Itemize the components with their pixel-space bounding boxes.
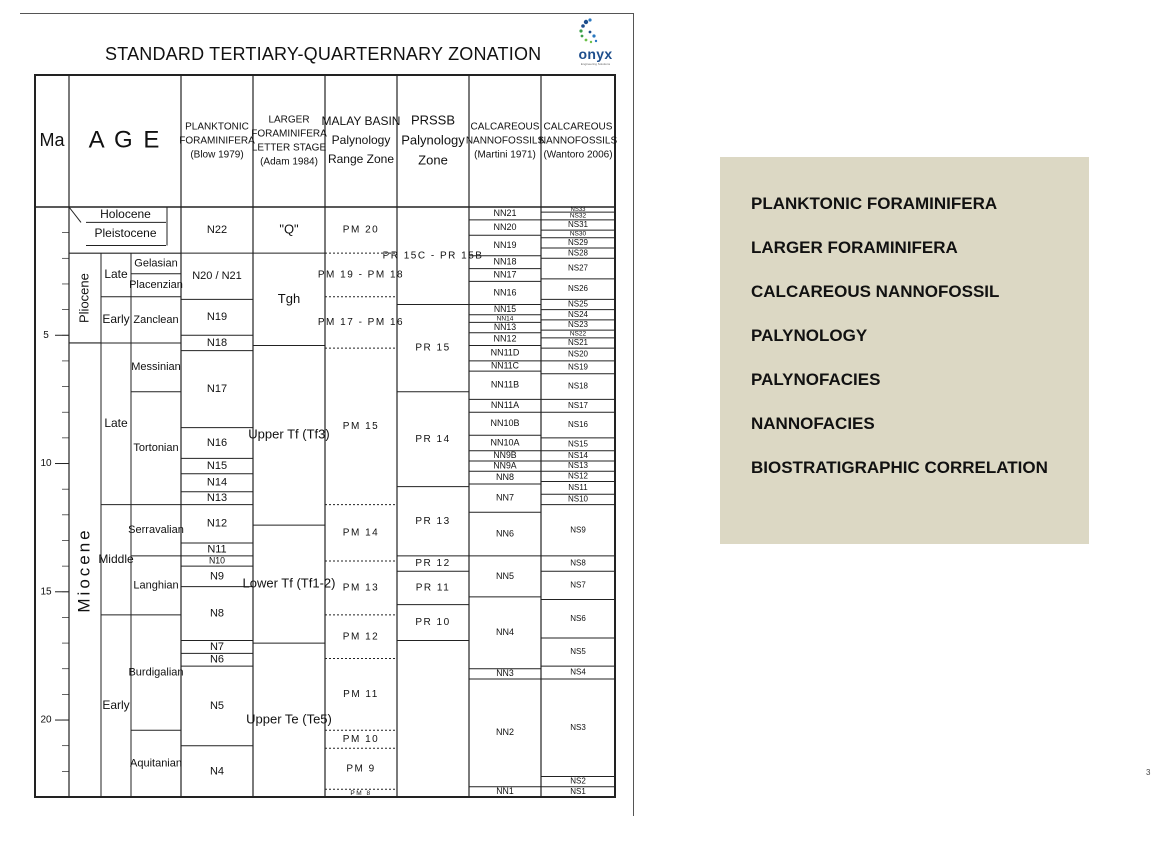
prssb-zone-label: PR 15C - PR 15B: [382, 250, 484, 262]
martini-zone-label: NN16: [493, 287, 517, 298]
topics-panel: [720, 157, 1089, 544]
planktonic-zone-label: N19: [206, 311, 228, 324]
martini-zone-label: NN18: [493, 256, 517, 267]
malay-zone-label: PM 19 - PM 18: [317, 269, 405, 281]
ma-tick-label: 10: [40, 458, 52, 470]
stage-label: Placenzian: [129, 279, 183, 292]
header-nannofossils-wantoro-line: NANNOFOSSILS: [538, 135, 618, 147]
malay-zone-label: PM 13: [342, 582, 380, 594]
stage-label: Burdigalian: [128, 666, 184, 679]
topic-calcareous-nannofossil: CALCAREOUS NANNOFOSSIL: [751, 282, 1000, 301]
wantoro-zone-label: NS4: [570, 667, 586, 677]
ma-tick-label: 20: [40, 714, 52, 726]
wantoro-zone-label: NS28: [567, 248, 589, 258]
wantoro-zone-label: NS23: [567, 320, 589, 330]
larger-foram-zone-label: "Q": [279, 221, 299, 237]
malay-zone-label: PM 10: [342, 733, 380, 745]
prssb-zone-label: PR 12: [415, 558, 451, 570]
planktonic-zone-label: N15: [206, 459, 228, 472]
header-planktonic-line: (Blow 1979): [190, 149, 244, 161]
martini-zone-label: NN10A: [490, 437, 520, 448]
martini-zone-label: NN5: [495, 570, 515, 581]
stage-label: Tortonian: [133, 442, 179, 455]
wantoro-zone-label: NS6: [570, 613, 586, 623]
wantoro-zone-label: NS5: [570, 647, 586, 657]
martini-zone-label: NN13: [493, 321, 517, 332]
wantoro-zone-label: NS19: [567, 362, 589, 372]
wantoro-zone-label: NS1: [570, 786, 586, 796]
header-larger-foram-line: LARGER: [268, 114, 310, 126]
prssb-zone-label: PR 14: [415, 433, 451, 445]
page-mark: 3: [1146, 768, 1151, 777]
wantoro-zone-label: NS9: [570, 525, 586, 535]
wantoro-zone-label: NS12: [567, 471, 589, 481]
martini-zone-label: NN15: [493, 303, 517, 314]
header-ma: Ma: [39, 129, 65, 150]
subseries-label: Early: [102, 698, 130, 713]
header-malay-basin-line: MALAY BASIN: [321, 114, 401, 129]
prssb-zone-label: PR 15: [415, 342, 451, 354]
planktonic-zone-label: N9: [209, 570, 225, 583]
stage-label: Aquitanian: [130, 757, 182, 770]
larger-foram-zone-label: Lower Tf (Tf1-2): [242, 575, 336, 591]
planktonic-zone-label: N8: [209, 607, 225, 620]
martini-zone-label: NN20: [493, 221, 517, 232]
topic-planktonic-foraminifera: PLANKTONIC FORAMINIFERA: [751, 194, 998, 213]
martini-zone-label: NN7: [495, 492, 515, 503]
epoch-label: Pleistocene: [94, 226, 157, 241]
wantoro-zone-label: NS8: [570, 558, 586, 568]
header-nannofossils-martini-line: CALCAREOUS: [470, 121, 540, 133]
header-nannofossils-martini-line: (Martini 1971): [474, 149, 536, 161]
prssb-zone-label: PR 11: [415, 582, 451, 594]
martini-zone-label: NN21: [493, 207, 517, 218]
martini-zone-label: NN17: [493, 269, 517, 280]
martini-zone-label: NN10B: [490, 418, 520, 429]
martini-zone-label: NN11B: [490, 379, 520, 390]
header-planktonic-line: PLANKTONIC: [185, 121, 249, 133]
planktonic-zone-label: N10: [209, 555, 225, 566]
planktonic-zone-label: N22: [206, 223, 228, 236]
header-malay-basin-line: Range Zone: [327, 152, 395, 167]
martini-zone-label: NN11A: [490, 400, 520, 411]
wantoro-zone-label: NS2: [570, 776, 586, 786]
wantoro-zone-label: NS27: [567, 263, 589, 273]
header-prssb-line: Palynology: [401, 132, 465, 148]
martini-zone-label: NN6: [495, 528, 515, 539]
larger-foram-zone-label: Upper Te (Te5): [246, 711, 332, 727]
header-malay-basin-line: Palynology: [331, 133, 391, 148]
header-nannofossils-martini-line: NANNOFOSSILS: [465, 135, 545, 147]
wantoro-zone-label: NS17: [567, 400, 589, 410]
ma-tick-label: 5: [43, 329, 49, 341]
header-nannofossils-wantoro-line: CALCAREOUS: [543, 121, 613, 133]
martini-zone-label: NN2: [495, 727, 515, 738]
planktonic-zone-label: N5: [209, 699, 225, 712]
wantoro-zone-label: NS32: [569, 212, 587, 220]
planktonic-zone-label: N7: [209, 640, 225, 653]
prssb-zone-label: PR 13: [415, 515, 451, 527]
header-age: A G E: [88, 126, 162, 154]
subseries-label: Late: [104, 267, 128, 282]
topic-biostratigraphic-correlation: BIOSTRATIGRAPHIC CORRELATION: [751, 458, 1048, 477]
martini-zone-label: NN12: [493, 333, 517, 344]
larger-foram-zone-label: Tgh: [277, 290, 301, 306]
epoch-label: Holocene: [100, 206, 151, 221]
malay-zone-label: PM 9: [346, 763, 376, 775]
wantoro-zone-label: NS10: [567, 494, 589, 504]
stage-label: Zanclean: [133, 313, 179, 326]
planktonic-zone-label: N18: [206, 336, 228, 349]
martini-zone-label: NN9B: [493, 450, 517, 461]
wantoro-zone-label: NS30: [569, 230, 587, 238]
malay-zone-label: PM 11: [343, 689, 379, 701]
wantoro-zone-label: NS15: [567, 439, 589, 449]
header-prssb-line: Zone: [418, 152, 448, 168]
malay-zone-label: PM 17 - PM 16: [317, 317, 405, 329]
header-larger-foram-line: LETTER STAGE: [251, 142, 327, 154]
martini-zone-label: NN8: [495, 472, 515, 483]
subseries-label: Late: [104, 415, 128, 430]
wantoro-zone-label: NS3: [570, 722, 586, 732]
stage-label: Langhian: [133, 579, 179, 592]
wantoro-zone-label: NS26: [567, 284, 589, 294]
wantoro-zone-label: NS13: [567, 461, 589, 471]
ma-tick-label: 15: [40, 586, 52, 598]
planktonic-zone-label: N16: [206, 436, 228, 449]
topics-list: [751, 193, 1048, 501]
header-planktonic-line: FORAMINIFERA: [179, 135, 255, 147]
larger-foram-zone-label: Upper Tf (Tf3): [248, 426, 330, 442]
martini-zone-label: NN4: [495, 627, 515, 638]
malay-zone-label: PM 8: [350, 789, 372, 797]
wantoro-zone-label: NS21: [567, 338, 589, 348]
wantoro-zone-label: NS7: [570, 580, 586, 590]
wantoro-zone-label: NS18: [567, 381, 589, 391]
planktonic-zone-label: N6: [209, 653, 225, 666]
topic-larger-foraminifera: LARGER FORAMINIFERA: [751, 238, 958, 257]
series-label: Pliocene: [76, 273, 92, 324]
prssb-zone-label: PR 10: [415, 617, 451, 629]
header-nannofossils-wantoro-line: (Wantoro 2006): [543, 149, 613, 161]
planktonic-zone-label: N14: [206, 476, 228, 489]
planktonic-zone-label: N4: [209, 765, 225, 778]
malay-zone-label: PM 15: [342, 420, 380, 432]
planktonic-zone-label: N11: [207, 543, 227, 556]
series-label: Miocene: [74, 527, 94, 613]
wantoro-zone-label: NS25: [567, 299, 589, 309]
martini-zone-label: NN3: [496, 668, 514, 679]
wantoro-zone-label: NS11: [568, 483, 588, 493]
malay-zone-label: PM 12: [342, 631, 380, 643]
stage-label: Serravalian: [128, 524, 184, 537]
malay-zone-label: PM 20: [342, 224, 380, 236]
logo-text: onyx: [578, 46, 613, 62]
martini-zone-label: NN19: [493, 239, 517, 250]
header-prssb-line: PRSSB: [410, 112, 456, 128]
header-larger-foram-line: (Adam 1984): [260, 156, 318, 168]
logo-tagline: Engineering Solutions: [580, 62, 611, 66]
topic-palynofacies: PALYNOFACIES: [751, 370, 881, 389]
malay-zone-label: PM 14: [342, 527, 380, 539]
topic-palynology: PALYNOLOGY: [751, 326, 868, 345]
chart-title: STANDARD TERTIARY-QUARTERNARY ZONATION: [105, 44, 542, 64]
header-larger-foram-line: FORAMINIFERA: [251, 128, 327, 140]
subseries-label: Early: [102, 312, 130, 327]
martini-zone-label: NN9A: [493, 460, 517, 471]
martini-zone-label: NN14: [496, 315, 514, 323]
wantoro-zone-label: NS29: [567, 238, 589, 248]
martini-zone-label: NN11D: [490, 347, 520, 358]
stage-label: Gelasian: [134, 257, 178, 270]
holocene-slant: [69, 207, 81, 222]
topic-nannofacies: NANNOFACIES: [751, 414, 875, 433]
subseries-label: Middle: [98, 551, 134, 566]
planktonic-zone-label: N20 / N21: [192, 270, 242, 283]
wantoro-zone-label: NS24: [567, 309, 589, 319]
martini-zone-label: NN1: [496, 786, 514, 797]
wantoro-zone-label: NS33: [570, 207, 586, 214]
wantoro-zone-label: NS16: [567, 420, 589, 430]
planktonic-zone-label: N13: [206, 492, 228, 505]
planktonic-zone-label: N12: [206, 517, 228, 530]
wantoro-zone-label: NS31: [567, 220, 589, 230]
wantoro-zone-label: NS14: [567, 450, 589, 460]
wantoro-zone-label: NS22: [569, 330, 587, 338]
planktonic-zone-label: N17: [206, 383, 228, 396]
wantoro-zone-label: NS20: [567, 349, 589, 359]
stage-label: Messinian: [131, 361, 181, 374]
martini-zone-label: NN11C: [491, 360, 519, 371]
